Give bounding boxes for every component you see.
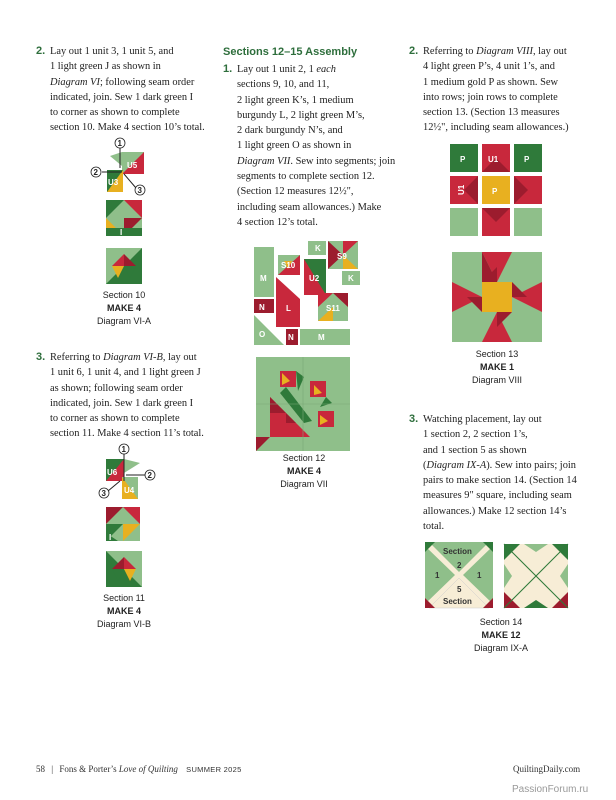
caption-diagram: Diagram VIII (471, 375, 522, 385)
step-line: 1 medium gold P as shown. Sew (423, 76, 558, 88)
n-label: N (259, 303, 265, 312)
m-piece (254, 247, 274, 297)
diagram-vi-b-sewing (92, 445, 172, 553)
caption-make: MAKE 4 (106, 303, 141, 313)
caption-make: MAKE 1 (479, 362, 514, 372)
diagram-vii-assembled (256, 357, 350, 451)
step-line: 1 light green J as shown in (50, 61, 161, 73)
p-label-2: P (524, 155, 530, 164)
step-number: 1. (223, 63, 233, 75)
u1-label: U1 (488, 155, 499, 164)
step-text (50, 350, 222, 442)
step-line: (Section 12 measures 12½", (237, 186, 354, 198)
seam-2: 2 (147, 471, 152, 480)
watermark: PassionForum.ru (512, 784, 589, 795)
caption-diagram: Diagram VI-B (96, 619, 151, 629)
seam-1: 1 (121, 445, 126, 454)
u1-label-2: U1 (457, 184, 466, 195)
step-text (423, 412, 593, 534)
step-line: as shown; following seam order (50, 382, 183, 394)
step-line: Diagram VI; following seam order (50, 76, 195, 88)
magazine-name: Fons & Porter’s (59, 764, 117, 774)
seam-1: 1 (117, 139, 122, 148)
caption-section: Section 13 (475, 349, 519, 359)
j-piece (124, 459, 140, 473)
step-line: measures 9" square, including seam (423, 490, 572, 502)
caption-vii (258, 452, 350, 491)
step-line: Lay out 1 unit 3, 1 unit 5, and (50, 46, 174, 57)
step-line: total. (423, 521, 445, 533)
section-label-bottom: Section (443, 597, 472, 606)
step-number: 3. (36, 351, 46, 363)
step-line: 1 unit 6, 1 unit 4, and 1 light green J (50, 367, 201, 379)
middle-step-1 (223, 62, 401, 230)
n-label-2: N (288, 333, 294, 342)
step-line: including seam allowances.) Make (237, 201, 382, 213)
step-text (237, 62, 401, 230)
step-text (50, 44, 222, 136)
caption-make: MAKE 12 (481, 630, 521, 640)
seam-3: 3 (101, 489, 106, 498)
caption-diagram: Diagram IX-A (473, 643, 528, 653)
u4-label: U4 (124, 486, 135, 495)
step-line: 2 light green K’s, 1 medium (237, 94, 354, 106)
s9-block (328, 241, 358, 269)
i-label: I (120, 228, 123, 237)
caption-section: Section 14 (479, 617, 523, 627)
caption-make: MAKE 4 (106, 606, 141, 616)
step-text (423, 44, 593, 136)
step-line: Referring to Diagram VI-B, lay out (50, 352, 197, 363)
unit-3-block (107, 170, 123, 192)
section-10-with-i (106, 200, 142, 237)
seam-3: 3 (137, 186, 142, 195)
step-line: 1 section 2, 2 section 1’s, (423, 429, 528, 441)
step-line: indicated, join. Sew 1 dark green I (50, 91, 194, 103)
u6-label: U6 (107, 468, 118, 477)
caption-diagram: Diagram VII (280, 479, 328, 489)
step-line: Watching placement, lay out (423, 414, 542, 425)
step-line: pairs to make section 14. (Section 14 (423, 475, 577, 487)
k-label-2: K (348, 274, 354, 283)
section-11-finished (106, 551, 142, 587)
step-line: section 13. (Section 13 measures (423, 107, 560, 119)
u2-label: U2 (309, 274, 320, 283)
step-line: to corner as shown to complete (50, 413, 180, 425)
left-step-3 (36, 350, 222, 442)
step-line: to corner as shown to complete (50, 107, 180, 119)
page-number: 58 (36, 764, 45, 774)
step-line: allowances.) Make 12 section 14’s (423, 505, 567, 517)
section-10-finished (106, 248, 142, 284)
assembly-heading: Sections 12–15 Assembly (223, 46, 358, 58)
caption-section: Section 12 (282, 453, 326, 463)
s9-label: S9 (337, 252, 347, 261)
u3-label: U3 (108, 178, 119, 187)
diagram-viii-assembled (452, 252, 542, 342)
caption-vi-a (80, 289, 168, 328)
seam-2: 2 (93, 168, 98, 177)
section-num-left: 1 (435, 571, 440, 580)
p-label: P (460, 155, 466, 164)
s10-label: S10 (281, 261, 296, 270)
u5-label: U5 (127, 161, 138, 170)
diagram-ixa-assembled (504, 544, 568, 608)
section-num-bottom: 5 (457, 585, 462, 594)
diagram-viii-exploded (450, 144, 545, 239)
magazine-title: Love of Quilting (118, 764, 178, 774)
right-step-3 (409, 412, 593, 534)
issue-date: SUMMER 2025 (186, 765, 242, 774)
caption-ixa (456, 616, 546, 655)
step-line: 1 light green O as shown in (237, 140, 352, 152)
step-line: burgundy L, 2 light green M’s, (237, 109, 365, 121)
footer-separator: | (51, 764, 54, 774)
u2-block (304, 259, 326, 295)
caption-section: Section 10 (102, 290, 146, 300)
l-piece (276, 277, 300, 327)
step-number: 2. (36, 45, 46, 57)
section-label-top: Section (443, 547, 472, 556)
left-step-2 (36, 44, 222, 136)
s11-block (318, 293, 348, 321)
i-label: I (109, 533, 112, 542)
section-11-with-i (106, 507, 140, 542)
step-line: 4 section 12’s total. (237, 216, 318, 228)
step-number: 2. (409, 45, 419, 57)
step-line: sections 9, 10, and 11, (237, 79, 330, 91)
step-line: Diagram VII. Sew into segments; join (237, 155, 396, 167)
caption-vi-b (80, 592, 168, 631)
step-line: Lay out 1 unit 2, 1 each (237, 64, 336, 75)
caption-viii (452, 348, 542, 387)
step-line: and 1 section 5 as shown (423, 444, 527, 456)
section-num-top: 2 (457, 561, 462, 570)
step-line: section 11. Make 4 section 11’s total. (50, 428, 204, 440)
section-num-right: 1 (477, 571, 482, 580)
step-line: Referring to Diagram VIII, lay out (423, 46, 567, 57)
caption-section: Section 11 (103, 593, 145, 603)
caption-diagram: Diagram VI-A (96, 316, 151, 326)
footer-left (36, 764, 242, 774)
s11-label: S11 (326, 304, 340, 313)
step-line: 4 light green P’s, 4 unit 1’s, and (423, 61, 555, 73)
step-line: 2 dark burgundy N’s, and (237, 125, 343, 137)
step-line: section 10. Make 4 section 10’s total. (50, 122, 205, 134)
caption-make: MAKE 4 (286, 466, 321, 476)
diagram-vi-a-sewing (88, 138, 168, 238)
diagram-vii-exploded (254, 237, 364, 347)
step-line: indicated, join. Sew 1 dark green I (50, 397, 194, 409)
step-line: 12½", including seam allowances.) (423, 122, 569, 134)
l-label: L (286, 304, 291, 313)
diagram-ixa-exploded (425, 542, 495, 610)
right-step-2 (409, 44, 593, 136)
o-label: O (259, 330, 266, 339)
unit-5-block (122, 152, 144, 174)
footer-url: QuiltingDaily.com (513, 764, 581, 774)
step-line: into rows; join rows to complete (423, 91, 558, 103)
m-label-2: M (318, 333, 325, 342)
step-number: 3. (409, 413, 419, 425)
k-label: K (315, 244, 321, 253)
unit-6-block (106, 459, 124, 481)
step-line: (Diagram IX-A). Sew into pairs; join (423, 459, 576, 471)
step-line: segments to complete section 12. (237, 171, 375, 183)
m-label: M (260, 274, 267, 283)
s10-block (278, 255, 300, 275)
p-gold-label: P (492, 187, 498, 196)
